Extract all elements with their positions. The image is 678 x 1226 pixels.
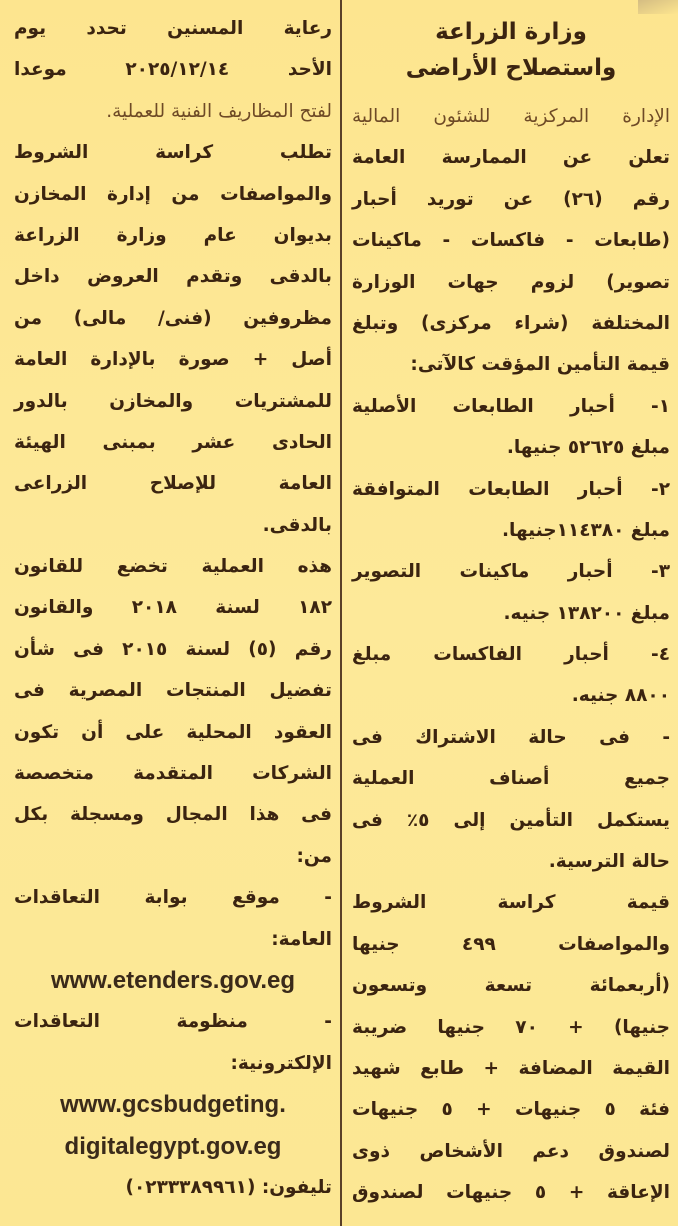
text-line: ١٨٢ لسنة ٢٠١٨ والقانون [14,597,332,619]
right-column [352,14,670,1214]
text-line: بالدقى. [262,514,332,536]
text-line: ٨٨٠٠ جنيه. [571,685,670,707]
text-line: العامة للإصلاح الزراعى [14,473,332,495]
text-line: والمواصفات من إدارة المخازن [14,183,332,205]
text-line: قيمة كراسة الشروط [352,892,670,914]
text-line: الحادى عشر بمبنى الهيئة [14,431,332,453]
text-line: الشركات المتقدمة متخصصة [14,763,332,785]
ministry-title-line-1: وزارة الزراعة [435,19,587,45]
ministry-title-line-2: واستصلاح الأراضى [405,55,617,81]
text-line: لصندوق دعم الأشخاص ذوى [352,1140,670,1162]
text-line: بالدقى وتقدم العروض داخل [14,266,332,288]
text-line: جنيها) + ٧٠ جنيها ضريبة [352,1016,670,1038]
text-line: فى هذا المجال ومسجلة بكل [14,804,332,826]
text-line: الأحد ٢٠٢٥/١٢/١٤ موعدا [14,59,332,81]
text-line: تليفون: (٠٢٣٣٣٨٩٩٦١) [125,1176,332,1198]
text-line: ٢- أحبار الطابعات المتوافقة [352,478,670,500]
column-divider [340,0,342,1226]
text-line: الإدارة المركزية للشئون المالية [352,106,670,127]
text-line: للمشتريات والمخازن بالدور [14,390,332,412]
text-line: حالة الترسية. [548,851,670,873]
text-line: رقم (٢٦) عن توريد أحبار [352,188,670,210]
text-line: ٤- أحبار الفاكسات مبلغ [352,644,670,666]
left-column [14,0,332,1208]
text-line: (أربعمائة تسعة وتسعون [352,975,670,997]
text-line: رعاية المسنين تحدد يوم [14,18,332,39]
text-line: - فى حالة الاشتراك فى [352,726,670,748]
text-line: أصل + صورة بالإدارة العامة [14,349,332,371]
text-line: الإعاقة + ٥ جنيهات لصندوق [352,1182,670,1204]
website-url: www.etenders.gov.eg [50,966,296,994]
text-line: مبلغ ٥٢٦٢٥ جنيها. [506,437,670,459]
text-line: يستكمل التأمين إلى ٥٪ فى [352,809,670,831]
text-line: والمواصفات ٤٩٩ جنيها [352,933,670,955]
text-line: القيمة المضافة + طابع شهيد [352,1057,670,1079]
text-line: تفضيل المنتجات المصرية فى [14,680,332,702]
text-line: بديوان عام وزارة الزراعة [14,224,332,246]
text-line: لفتح المظاريف الفنية للعملية. [106,100,332,122]
paper-smudge [638,0,678,14]
text-line: الإلكترونية: [230,1052,332,1074]
text-line: ٣- أحبار ماكينات التصوير [352,561,670,583]
text-line: من: [296,845,332,867]
text-line: رقم (٥) لسنة ٢٠١٥ فى شأن [14,638,332,660]
text-line: - موقع بوابة التعاقدات [14,887,332,909]
left-column-body [14,8,332,1208]
text-line: - منظومة التعاقدات [14,1011,332,1033]
text-line: قيمة التأمين المؤقت كالآتى: [410,354,670,376]
text-line: المختلفة (شراء مركزى) وتبلغ [352,312,670,334]
text-line: هذه العملية تخضع للقانون [14,556,332,578]
website-url: digitalegypt.gov.eg [64,1132,282,1160]
text-line: جميع أصناف العملية [352,768,670,790]
text-line: تطلب كراسة الشروط [14,142,332,164]
text-line: تعلن عن الممارسة العامة [352,147,670,169]
text-line: تصوير) لزوم جهات الوزارة [352,271,670,293]
right-column-body [352,96,670,1214]
text-line: (طابعات - فاكسات - ماكينات [352,230,670,252]
text-line: العامة: [271,928,332,950]
text-line: العقود المحلية على أن تكون [14,721,332,743]
text-line: فئة ٥ جنيهات + ٥ جنيهات [352,1099,670,1121]
text-line: مبلغ ١٣٨٢٠٠ جنيه. [503,602,670,624]
text-line: مبلغ ١١٤٣٨٠جنيها. [501,519,670,541]
website-url: www.gcsbudgeting. [60,1091,286,1119]
text-line: مظروفين (فنى/ مالى) من [14,307,332,329]
text-line: ١- أحبار الطابعات الأصلية [352,395,670,417]
